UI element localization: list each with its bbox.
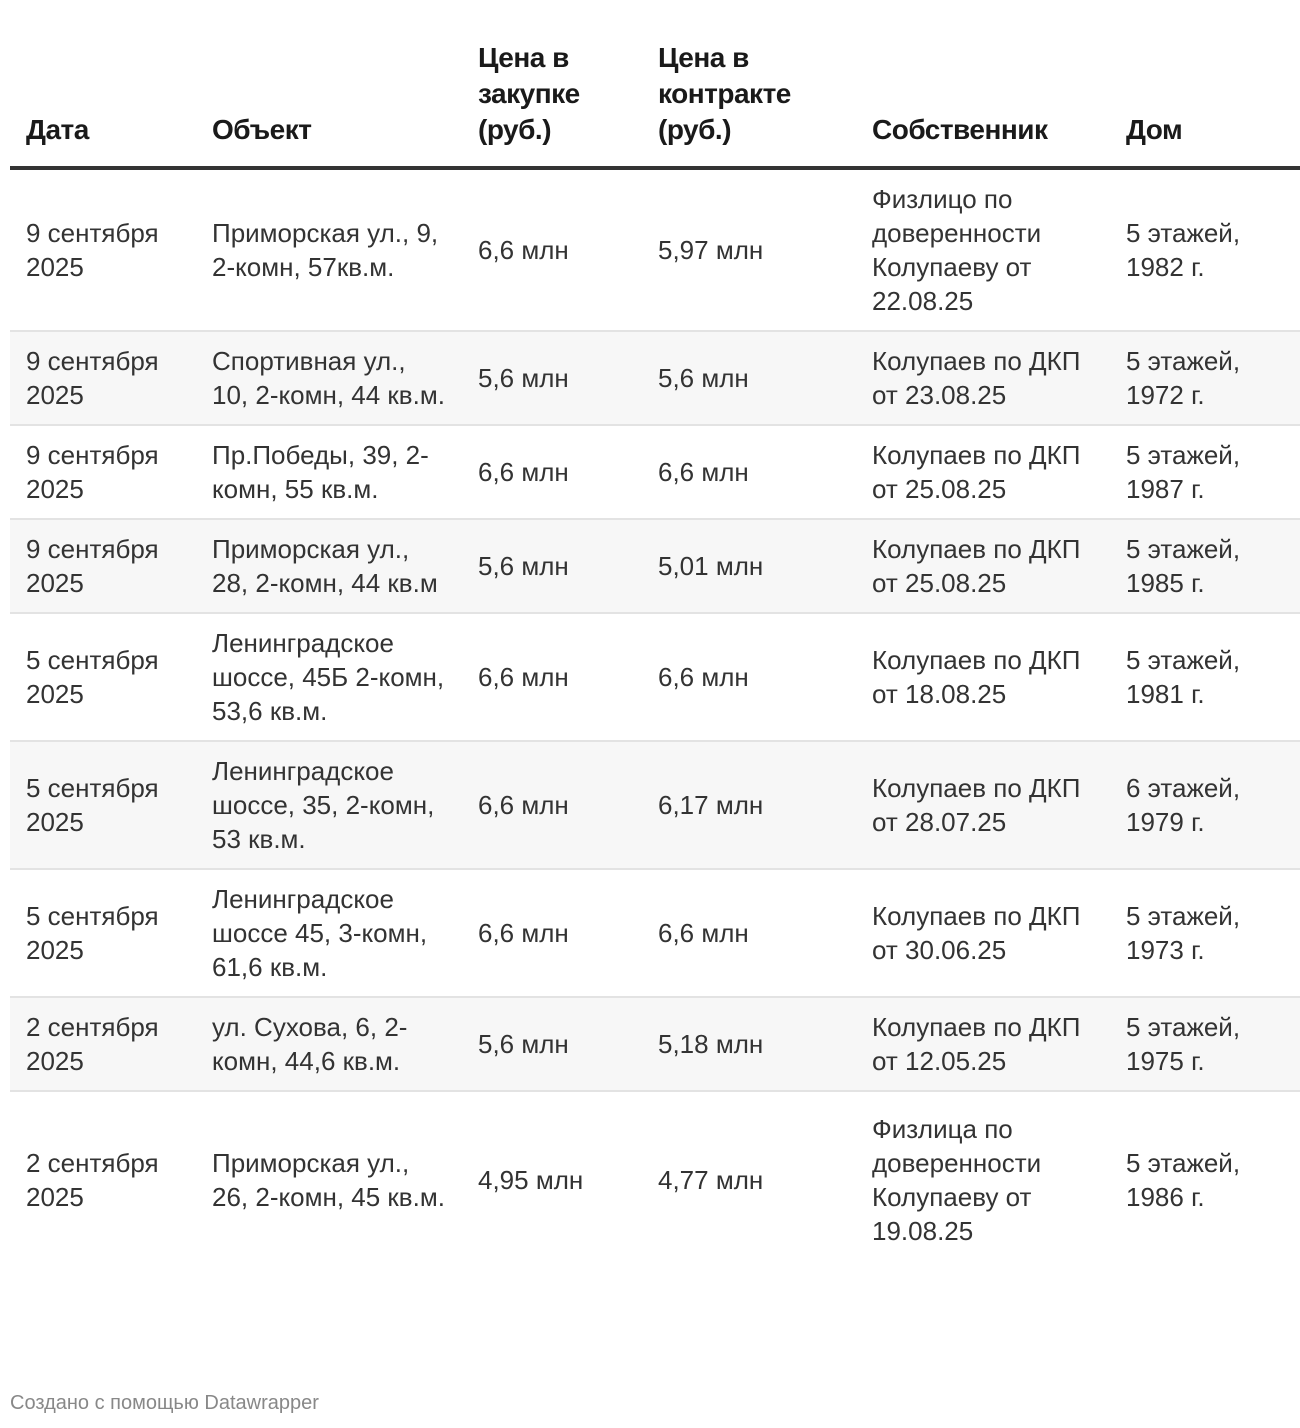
cell-contract-price: 5,6 млн [642, 331, 856, 425]
cell-house: 5 этажей, 1981 г. [1110, 613, 1300, 741]
data-table-container [10, 40, 1241, 1260]
cell-object: Приморская ул., 9, 2-комн, 57кв.м. [196, 168, 462, 331]
cell-object: Спортивная ул., 10, 2-комн, 44 кв.м. [196, 331, 462, 425]
cell-object: Ленинградское шоссе 45, 3-комн, 61,6 кв.м. [196, 869, 462, 997]
column-header-date[interactable]: Дата [10, 40, 196, 168]
table-row [10, 1091, 1300, 1260]
column-header-object[interactable]: Объект [196, 40, 462, 168]
table-row [10, 331, 1300, 425]
cell-contract-price: 6,6 млн [642, 613, 856, 741]
cell-contract-price: 5,01 млн [642, 519, 856, 613]
cell-house: 5 этажей, 1985 г. [1110, 519, 1300, 613]
table-row [10, 519, 1300, 613]
cell-contract-price: 6,6 млн [642, 425, 856, 519]
cell-contract-price: 5,18 млн [642, 997, 856, 1091]
cell-purchase-price: 4,95 млн [478, 1165, 584, 1195]
cell-owner: Физлица по доверенности Колупаеву от 19.08.25 [872, 1114, 1042, 1246]
cell-contract-price: 5,97 млн [642, 168, 856, 331]
cell-date: 5 сентября 2025 [10, 869, 196, 997]
cell-purchase-price: 5,6 млн [462, 331, 642, 425]
cell-object: Приморская ул., 26, 2-комн, 45 кв.м. [212, 1148, 445, 1212]
table-row [10, 425, 1300, 519]
data-table [10, 40, 1300, 1260]
column-header-house[interactable]: Дом [1110, 40, 1300, 168]
cell-owner: Колупаев по ДКП от 25.08.25 [856, 425, 1110, 519]
cell-object: ул. Сухова, 6, 2-комн, 44,6 кв.м. [196, 997, 462, 1091]
cell-contract-price: 4,77 млн [658, 1165, 764, 1195]
table-header [10, 40, 1300, 168]
cell-object: Пр.Победы, 39, 2-комн, 55 кв.м. [196, 425, 462, 519]
table-row [10, 997, 1300, 1091]
cell-date: 5 сентября 2025 [10, 613, 196, 741]
cell-date: 9 сентября 2025 [10, 168, 196, 331]
cell-owner: Колупаев по ДКП от 23.08.25 [856, 331, 1110, 425]
cell-purchase-price: 5,6 млн [462, 997, 642, 1091]
cell-contract-price: 6,17 млн [642, 741, 856, 869]
cell-date: 9 сентября 2025 [10, 331, 196, 425]
cell-owner: Колупаев по ДКП от 28.07.25 [856, 741, 1110, 869]
cell-owner: Колупаев по ДКП от 30.06.25 [856, 869, 1110, 997]
column-header-contract-price[interactable]: Цена в контракте (руб.) [642, 40, 856, 168]
cell-house: 5 этажей, 1986 г. [1126, 1148, 1241, 1212]
column-header-purchase-price[interactable]: Цена в закупке (руб.) [462, 40, 642, 168]
cell-house: 6 этажей, 1979 г. [1110, 741, 1300, 869]
cell-object: Ленинградское шоссе, 35, 2-комн, 53 кв.м. [196, 741, 462, 869]
table-row [10, 168, 1300, 331]
cell-purchase-price: 6,6 млн [462, 741, 642, 869]
cell-purchase-price: 6,6 млн [462, 869, 642, 997]
cell-owner: Колупаев по ДКП от 25.08.25 [856, 519, 1110, 613]
cell-purchase-price: 6,6 млн [462, 613, 642, 741]
table-row [10, 613, 1300, 741]
cell-purchase-price: 5,6 млн [462, 519, 642, 613]
table-row [10, 741, 1300, 869]
cell-owner: Колупаев по ДКП от 12.05.25 [856, 997, 1110, 1091]
cell-date: 9 сентября 2025 [10, 519, 196, 613]
table-body [10, 168, 1300, 1260]
cell-object: Ленинградское шоссе, 45Б 2-комн, 53,6 кв.м. [196, 613, 462, 741]
header-row [10, 40, 1300, 168]
cell-date: 2 сентября 2025 [26, 1148, 159, 1212]
cell-date: 2 сентября 2025 [10, 997, 196, 1091]
table-row [10, 869, 1300, 997]
cell-house: 5 этажей, 1982 г. [1110, 168, 1300, 331]
cell-owner: Физлицо по доверенности Колупаеву от 22.08.25 [856, 168, 1110, 331]
cell-contract-price: 6,6 млн [642, 869, 856, 997]
cell-object: Приморская ул., 28, 2-комн, 44 кв.м [196, 519, 462, 613]
cell-house: 5 этажей, 1975 г. [1110, 997, 1300, 1091]
cell-house: 5 этажей, 1987 г. [1110, 425, 1300, 519]
cell-date: 9 сентября 2025 [10, 425, 196, 519]
cell-purchase-price: 6,6 млн [462, 425, 642, 519]
cell-owner: Колупаев по ДКП от 18.08.25 [856, 613, 1110, 741]
cell-house: 5 этажей, 1973 г. [1110, 869, 1300, 997]
column-header-owner[interactable]: Собственник [856, 40, 1110, 168]
cell-purchase-price: 6,6 млн [462, 168, 642, 331]
cell-house: 5 этажей, 1972 г. [1110, 331, 1300, 425]
cell-date: 5 сентября 2025 [10, 741, 196, 869]
datawrapper-credit-link[interactable]: Создано с помощью Datawrapper [10, 1392, 319, 1414]
